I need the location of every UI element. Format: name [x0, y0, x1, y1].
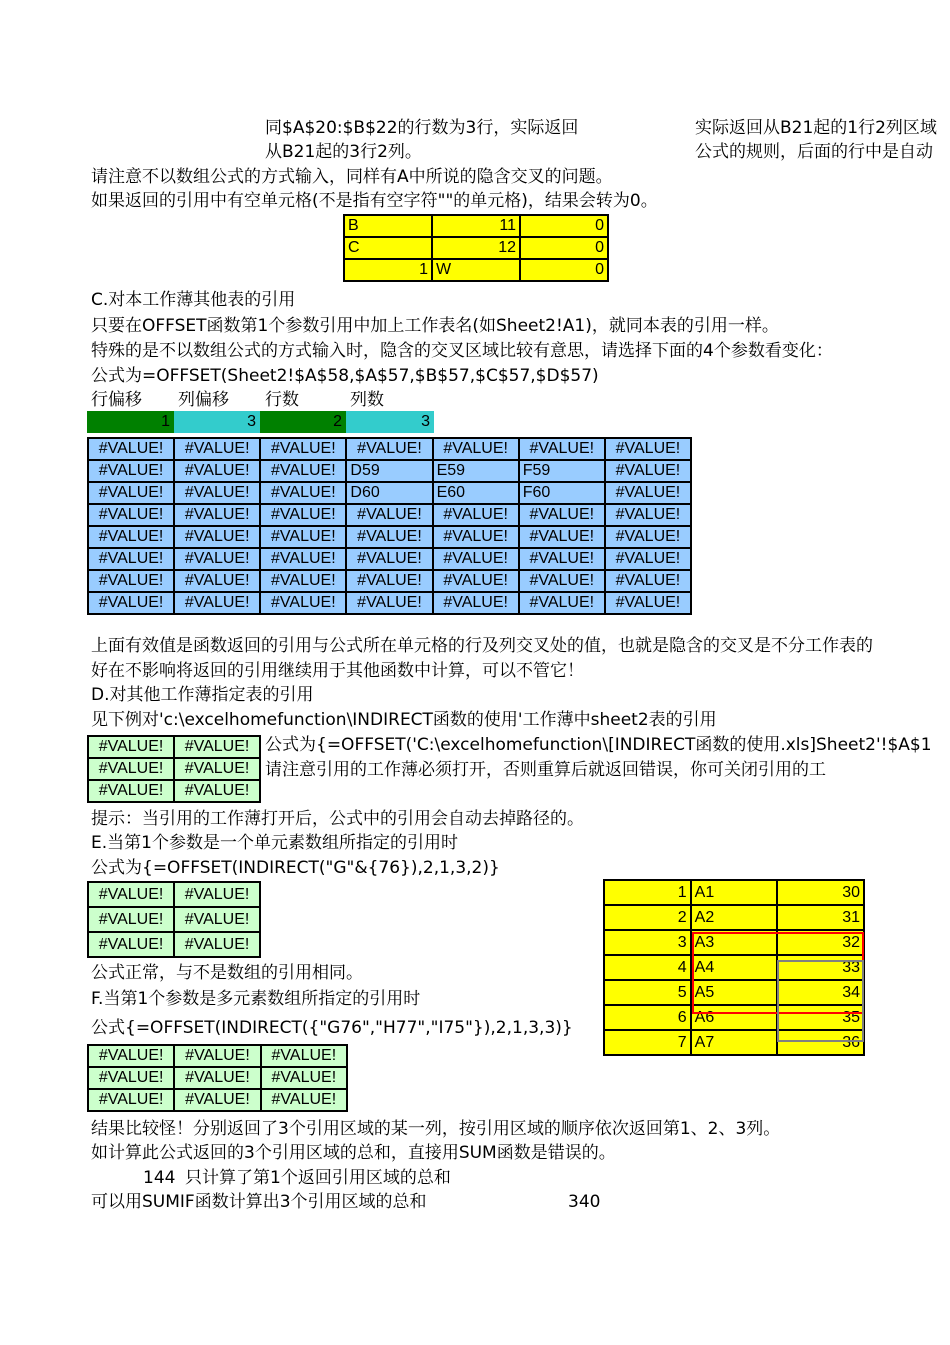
table-row	[88, 570, 691, 592]
table-cell[interactable]: 0	[520, 237, 608, 259]
table-cell[interactable]: 6	[604, 1005, 691, 1030]
section-c-after-1: 上面有效值是函数返回的引用与公式所在单元格的行及列交叉处的值，也就是隐含的交叉是不分工作表的	[91, 636, 873, 656]
table-cell[interactable]: A4	[691, 955, 778, 980]
param-header-col-offset: 列偏移	[178, 390, 229, 410]
table-cell[interactable]: #VALUE!	[433, 548, 519, 570]
table-row	[88, 932, 260, 957]
table-cell[interactable]: #VALUE!	[519, 526, 605, 548]
table-cell[interactable]: #VALUE!	[346, 504, 432, 526]
section-e-formula: 公式为{=OFFSET(INDIRECT("G"&{76}),2,1,3,2)}	[91, 858, 500, 878]
param-header-rows: 行数	[265, 390, 299, 410]
table-cell[interactable]: 12	[432, 237, 520, 259]
table-row	[88, 1089, 347, 1111]
table-row	[344, 259, 608, 281]
table-cell[interactable]: F60	[519, 482, 605, 504]
table-row	[88, 548, 691, 570]
table-cell[interactable]: #VALUE!	[261, 1089, 347, 1111]
param-header-row-offset: 行偏移	[91, 390, 142, 410]
table-row	[88, 438, 691, 460]
table-row	[604, 905, 864, 930]
table-cell[interactable]: #VALUE!	[174, 592, 260, 614]
param-row-offset-cell[interactable]: 1	[88, 412, 174, 433]
table-cell[interactable]: #VALUE!	[260, 526, 346, 548]
section-e-note: 公式正常，与不是数组的引用相同。	[91, 963, 363, 983]
table-cell[interactable]: #VALUE!	[174, 907, 260, 932]
table-cell[interactable]: A3	[691, 930, 778, 955]
table-cell[interactable]: #VALUE!	[433, 592, 519, 614]
table-cell[interactable]: F59	[519, 460, 605, 482]
table-cell[interactable]: B	[344, 215, 432, 237]
result-line-2: 如计算此公式返回的3个引用区域的总和，直接用SUM函数是错误的。	[91, 1143, 616, 1163]
table-row	[88, 412, 434, 433]
table-cell[interactable]: 0	[520, 259, 608, 281]
table-cell[interactable]: #VALUE!	[260, 482, 346, 504]
table-row	[604, 955, 864, 980]
table-cell[interactable]: E60	[433, 482, 519, 504]
table-cell[interactable]: 35	[777, 1005, 864, 1030]
result-table-1	[343, 214, 609, 282]
table-cell[interactable]: #VALUE!	[174, 1089, 260, 1111]
table-cell[interactable]: #VALUE!	[346, 438, 432, 460]
table-row	[604, 1030, 864, 1055]
table-row	[88, 907, 260, 932]
sum-note: 只计算了第1个返回引用区域的总和	[185, 1168, 451, 1188]
table-cell[interactable]: #VALUE!	[174, 882, 260, 907]
table-cell[interactable]: #VALUE!	[88, 504, 174, 526]
top-right-line-2: 公式的规则，后面的行中是自动	[695, 142, 933, 162]
table-row	[88, 780, 260, 802]
table-row	[88, 526, 691, 548]
section-c-line-2: 特殊的是不以数组公式的方式输入时，隐含的交叉区域比较有意思，请选择下面的4个参数看变化：	[91, 341, 833, 361]
table-cell[interactable]: #VALUE!	[88, 1067, 174, 1089]
table-cell[interactable]: #VALUE!	[174, 932, 260, 957]
table-row	[88, 758, 260, 780]
table-cell[interactable]: E59	[433, 460, 519, 482]
table-row	[604, 930, 864, 955]
table-cell[interactable]: #VALUE!	[88, 1089, 174, 1111]
table-cell[interactable]: 2	[604, 905, 691, 930]
section-d-line-1: 见下例对'c:\excelhomefunction\INDIRECT函数的使用'工作薄中sheet2表的引用	[91, 710, 717, 730]
table-cell[interactable]: 0	[520, 215, 608, 237]
table-row	[88, 882, 260, 907]
table-cell[interactable]: A6	[691, 1005, 778, 1030]
table-cell[interactable]: #VALUE!	[88, 548, 174, 570]
table-cell[interactable]: 5	[604, 980, 691, 1005]
table-cell[interactable]: #VALUE!	[261, 1045, 347, 1067]
table-cell[interactable]: #VALUE!	[174, 780, 260, 802]
table-cell[interactable]: #VALUE!	[88, 482, 174, 504]
table-cell[interactable]: #VALUE!	[519, 592, 605, 614]
param-input-table	[87, 411, 434, 433]
source-data-table	[603, 879, 865, 1056]
table-cell[interactable]: #VALUE!	[88, 526, 174, 548]
table-cell[interactable]: #VALUE!	[605, 526, 691, 548]
top-right-line-1: 实际返回从B21起的1行2列区域	[695, 118, 937, 138]
table-cell[interactable]: #VALUE!	[88, 932, 174, 957]
table-cell[interactable]: #VALUE!	[174, 482, 260, 504]
table-cell[interactable]: #VALUE!	[88, 736, 174, 758]
table-cell[interactable]: #VALUE!	[346, 526, 432, 548]
section-d-note: 请注意引用的工作薄必须打开，否则重算后就返回错误，你可关闭引用的工	[265, 760, 826, 780]
note-array-intersection: 请注意不以数组公式的方式输入，同样有A中所说的隐含交叉的问题。	[91, 167, 613, 187]
table-cell[interactable]: #VALUE!	[346, 592, 432, 614]
section-e-title: E.当第1个参数是一个单元素数组所指定的引用时	[91, 833, 458, 853]
table-cell[interactable]: #VALUE!	[174, 526, 260, 548]
table-cell[interactable]: 31	[777, 905, 864, 930]
table-cell[interactable]: 33	[777, 955, 864, 980]
table-cell[interactable]: A2	[691, 905, 778, 930]
table-cell[interactable]: #VALUE!	[433, 570, 519, 592]
section-d-title: D.对其他工作薄指定表的引用	[91, 685, 314, 705]
table-row	[88, 460, 691, 482]
table-row	[88, 1045, 347, 1067]
section-d-formula: 公式为{=OFFSET('C:\excelhomefunction\[INDIRECT函数的使用.xls]Sheet2'!$A$1	[265, 735, 932, 755]
table-cell[interactable]: 7	[604, 1030, 691, 1055]
table-cell[interactable]: #VALUE!	[88, 907, 174, 932]
table-cell[interactable]: #VALUE!	[346, 548, 432, 570]
table-row	[344, 237, 608, 259]
table-cell[interactable]: #VALUE!	[260, 460, 346, 482]
table-cell[interactable]: #VALUE!	[605, 460, 691, 482]
table-cell[interactable]: #VALUE!	[433, 504, 519, 526]
table-cell[interactable]: #VALUE!	[260, 504, 346, 526]
table-cell[interactable]: D59	[346, 460, 432, 482]
section-f-title: F.当第1个参数是多元素数组所指定的引用时	[91, 989, 421, 1009]
result-line-1: 结果比较怪！分别返回了3个引用区域的某一列，按引用区域的顺序依次返回第1、2、3列。	[91, 1119, 781, 1139]
table-cell[interactable]: #VALUE!	[174, 460, 260, 482]
table-cell[interactable]: #VALUE!	[88, 780, 174, 802]
table-cell[interactable]: #VALUE!	[519, 438, 605, 460]
offset-result-grid-e	[87, 881, 261, 958]
table-cell[interactable]: #VALUE!	[260, 570, 346, 592]
table-cell[interactable]: #VALUE!	[605, 592, 691, 614]
table-row	[604, 980, 864, 1005]
table-cell[interactable]: #VALUE!	[174, 1045, 260, 1067]
table-row	[344, 215, 608, 237]
table-row	[88, 592, 691, 614]
sumif-note: 可以用SUMIF函数计算出3个引用区域的总和	[91, 1192, 427, 1212]
table-cell[interactable]: 34	[777, 980, 864, 1005]
table-cell[interactable]: #VALUE!	[88, 570, 174, 592]
table-cell[interactable]: A5	[691, 980, 778, 1005]
section-c-line-1: 只要在OFFSET函数第1个参数引用中加上工作表名(如Sheet2!A1)，就同本表的引用一样。	[91, 316, 779, 336]
table-cell[interactable]: #VALUE!	[605, 504, 691, 526]
sumif-value: 340	[568, 1192, 601, 1212]
section-f-formula: 公式{=OFFSET(INDIRECT({"G76","H77","I75"}),2,1,3,3)}	[91, 1018, 573, 1038]
section-c-formula: 公式为=OFFSET(Sheet2!$A$58,$A$57,$B$57,$C$57,$D$57)	[91, 366, 599, 386]
table-cell[interactable]: #VALUE!	[260, 438, 346, 460]
table-cell[interactable]: W	[432, 259, 520, 281]
table-cell[interactable]: #VALUE!	[260, 548, 346, 570]
table-cell[interactable]: 30	[777, 880, 864, 905]
table-cell[interactable]: #VALUE!	[88, 460, 174, 482]
table-cell[interactable]: #VALUE!	[174, 548, 260, 570]
table-cell[interactable]: #VALUE!	[88, 882, 174, 907]
table-cell[interactable]: 1	[344, 259, 432, 281]
offset-result-grid-d	[87, 735, 261, 803]
table-cell[interactable]: #VALUE!	[88, 758, 174, 780]
table-cell[interactable]: #VALUE!	[174, 504, 260, 526]
top-left-line-2: 从B21起的3行2列。	[265, 142, 422, 162]
param-cols-cell[interactable]: 3	[346, 412, 434, 433]
top-left-line-1: 同$A$20:$B$22的行数为3行，实际返回	[265, 118, 579, 138]
table-row	[88, 1067, 347, 1089]
param-header-cols: 列数	[350, 390, 384, 410]
table-cell[interactable]: #VALUE!	[260, 592, 346, 614]
table-cell[interactable]: #VALUE!	[346, 570, 432, 592]
table-cell[interactable]: C	[344, 237, 432, 259]
param-col-offset-cell[interactable]: 3	[174, 412, 260, 433]
table-cell[interactable]: #VALUE!	[174, 758, 260, 780]
param-rows-cell[interactable]: 2	[260, 412, 346, 433]
table-cell[interactable]: #VALUE!	[519, 504, 605, 526]
table-cell[interactable]: #VALUE!	[519, 548, 605, 570]
table-cell[interactable]: 4	[604, 955, 691, 980]
table-row	[88, 504, 691, 526]
table-cell[interactable]: #VALUE!	[261, 1067, 347, 1089]
table-cell[interactable]: #VALUE!	[88, 1045, 174, 1067]
table-row	[88, 736, 260, 758]
table-cell[interactable]: #VALUE!	[174, 1067, 260, 1089]
table-row	[604, 880, 864, 905]
table-cell[interactable]: #VALUE!	[605, 482, 691, 504]
table-cell[interactable]: 36	[777, 1030, 864, 1055]
table-cell[interactable]: #VALUE!	[174, 736, 260, 758]
offset-result-grid-c	[87, 437, 692, 615]
table-cell[interactable]: #VALUE!	[519, 570, 605, 592]
table-cell[interactable]: 1	[604, 880, 691, 905]
table-cell[interactable]: A7	[691, 1030, 778, 1055]
section-d-tip: 提示：当引用的工作薄打开后，公式中的引用会自动去掉路径的。	[91, 809, 584, 829]
table-cell[interactable]: A1	[691, 880, 778, 905]
sum-value: 144	[143, 1168, 176, 1188]
table-cell[interactable]: #VALUE!	[174, 438, 260, 460]
table-cell[interactable]: 32	[777, 930, 864, 955]
table-cell[interactable]: 3	[604, 930, 691, 955]
table-row	[604, 1005, 864, 1030]
table-cell[interactable]: #VALUE!	[88, 592, 174, 614]
table-cell[interactable]: #VALUE!	[88, 438, 174, 460]
section-c-after-2: 好在不影响将返回的引用继续用于其他函数中计算，可以不管它！	[91, 661, 584, 681]
table-cell[interactable]: #VALUE!	[605, 548, 691, 570]
table-cell[interactable]: 11	[432, 215, 520, 237]
table-cell[interactable]: #VALUE!	[605, 438, 691, 460]
table-cell[interactable]: D60	[346, 482, 432, 504]
note-empty-cell: 如果返回的引用中有空单元格(不是指有空字符""的单元格)，结果会转为0。	[91, 191, 658, 211]
section-c-title: C.对本工作薄其他表的引用	[91, 290, 296, 310]
table-cell[interactable]: #VALUE!	[433, 438, 519, 460]
table-cell[interactable]: #VALUE!	[174, 570, 260, 592]
table-cell[interactable]: #VALUE!	[605, 570, 691, 592]
table-cell[interactable]: #VALUE!	[433, 526, 519, 548]
offset-result-grid-f	[87, 1044, 348, 1112]
table-row	[88, 482, 691, 504]
